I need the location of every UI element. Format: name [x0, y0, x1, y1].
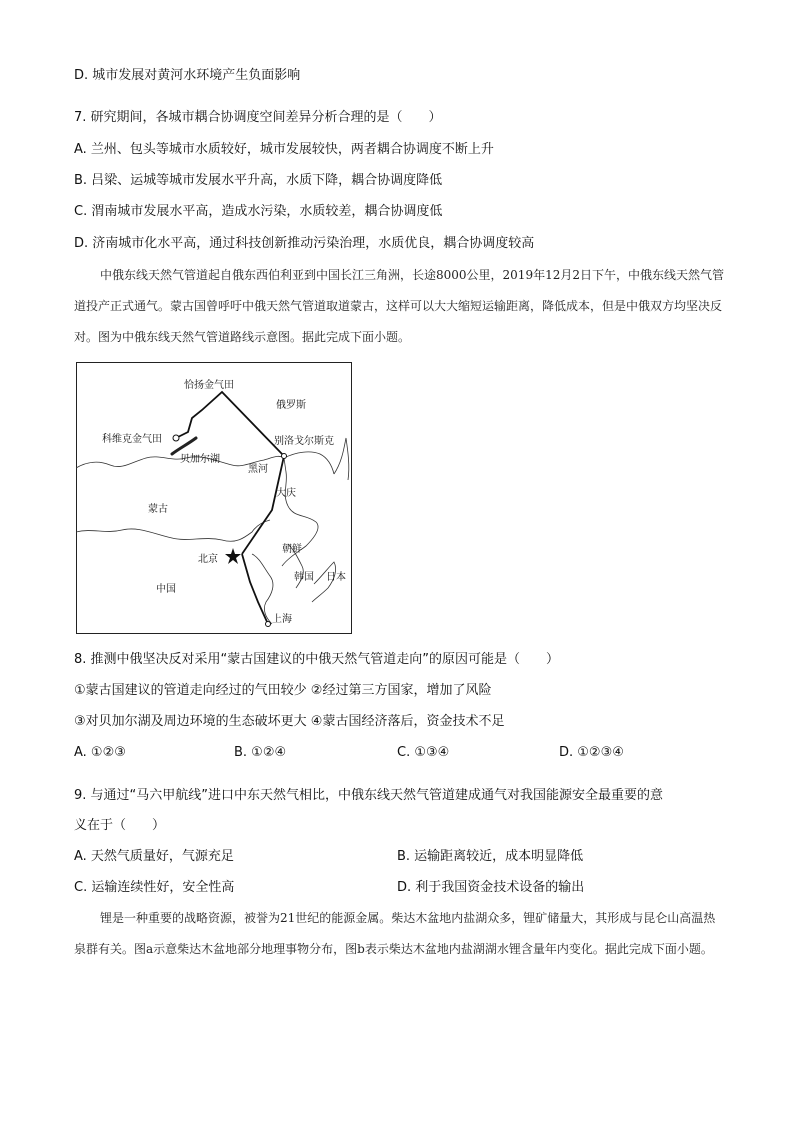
label-shanghai: 上海 [272, 614, 292, 625]
label-belogorsk: 别洛戈尔斯克 [274, 436, 334, 447]
kovykta-field-marker [173, 435, 179, 441]
label-baikal: 贝加尔湖 [180, 454, 220, 465]
q9-option-c: C. 运输连续性好，安全性高 [74, 880, 235, 895]
label-beijing: 北京 [198, 554, 218, 565]
label-nkorea: 朝鲜 [282, 544, 302, 555]
shanghai-marker [266, 622, 271, 627]
label-china: 中国 [156, 584, 176, 595]
q9-stem-line1: 9. 与通过“马六甲航线”进口中东天然气相比，中俄东线天然气管道建成通气对我国能源安全最重要的意 [74, 788, 664, 803]
label-heihe: 黑河 [248, 464, 268, 475]
q9-option-d: D. 利于我国资金技术设备的输出 [397, 880, 585, 895]
q9-option-a: A. 天然气质量好，气源充足 [74, 849, 234, 864]
q8-option-d: D. ①②③④ [559, 745, 624, 760]
q7-option-b: B. 吕梁、运城等城市发展水平升高，水质下降，耦合协调度降低 [74, 173, 443, 188]
q7-option-d: D. 济南城市化水平高，通过科技创新推动污染治理，水质优良，耦合协调度较高 [74, 236, 535, 251]
q8-option-a: A. ①②③ [74, 745, 126, 760]
pipeline-route-map [76, 362, 352, 634]
passage-lithium: 锂是一种重要的战略资源，被誉为21世纪的能源金属。柴达木盆地内盐湖众多，锂矿储量大，其形成与昆仑山高温热泉群有关。图a示意柴达木盆地部分地理事物分布，图b表示柴达木盆地内盐湖湖水锂含量年内变化。据此完成下面小题。 [74, 911, 716, 956]
belogorsk-marker [282, 454, 287, 459]
label-russia: 俄罗斯 [276, 400, 306, 411]
q9-option-b: B. 运输距离较近，成本明显降低 [397, 849, 584, 864]
q7-option-c: C. 渭南城市发展水平高，造成水污染，水质较差，耦合协调度低 [74, 204, 443, 219]
q7-stem: 7. 研究期间，各城市耦合协调度空间差异分析合理的是（ ） [74, 110, 442, 125]
label-skorea: 韩国 [294, 572, 314, 583]
q8-option-c: C. ①③④ [397, 745, 450, 760]
map-frame [77, 363, 352, 634]
q7-option-a: A. 兰州、包头等城市水质较好，城市发展较快，两者耦合协调度不断上升 [74, 142, 494, 157]
q6-option-d: D. 城市发展对黄河水环境产生负面影响 [74, 68, 301, 83]
passage-pipeline: 中俄东线天然气管道起自俄东西伯利亚到中国长江三角洲，长途8000公里，2019年12月2日下午，中俄东线天然气管道投产正式通气。蒙古国曾呼吁中俄天然气管道取道蒙古，这样可以大大缩短运输距离，降低成本，但是中俄双方均坚决反对。图为中俄东线天然气管道路线示意图。据此完成下面小题。 [74, 268, 724, 344]
q8-statement-1-2: ①蒙古国建议的管道走向经过的气田较少 ②经过第三方国家，增加了风险 [74, 683, 492, 698]
q8-option-b: B. ①②④ [234, 745, 287, 760]
label-chayanda: 恰扬金气田 [184, 380, 234, 391]
label-mongolia: 蒙古 [148, 504, 168, 515]
q8-statement-3-4: ③对贝加尔湖及周边环境的生态破坏更大 ④蒙古国经济落后，资金技术不足 [74, 714, 505, 729]
q8-stem: 8. 推测中俄坚决反对采用“蒙古国建议的中俄天然气管道走向”的原因可能是（ ） [74, 652, 560, 667]
label-kovykta: 科维克金气田 [102, 434, 162, 445]
label-japan: 日本 [326, 572, 346, 583]
label-daqing: 大庆 [276, 488, 296, 499]
q9-stem-line2: 义在于（ ） [74, 818, 166, 833]
